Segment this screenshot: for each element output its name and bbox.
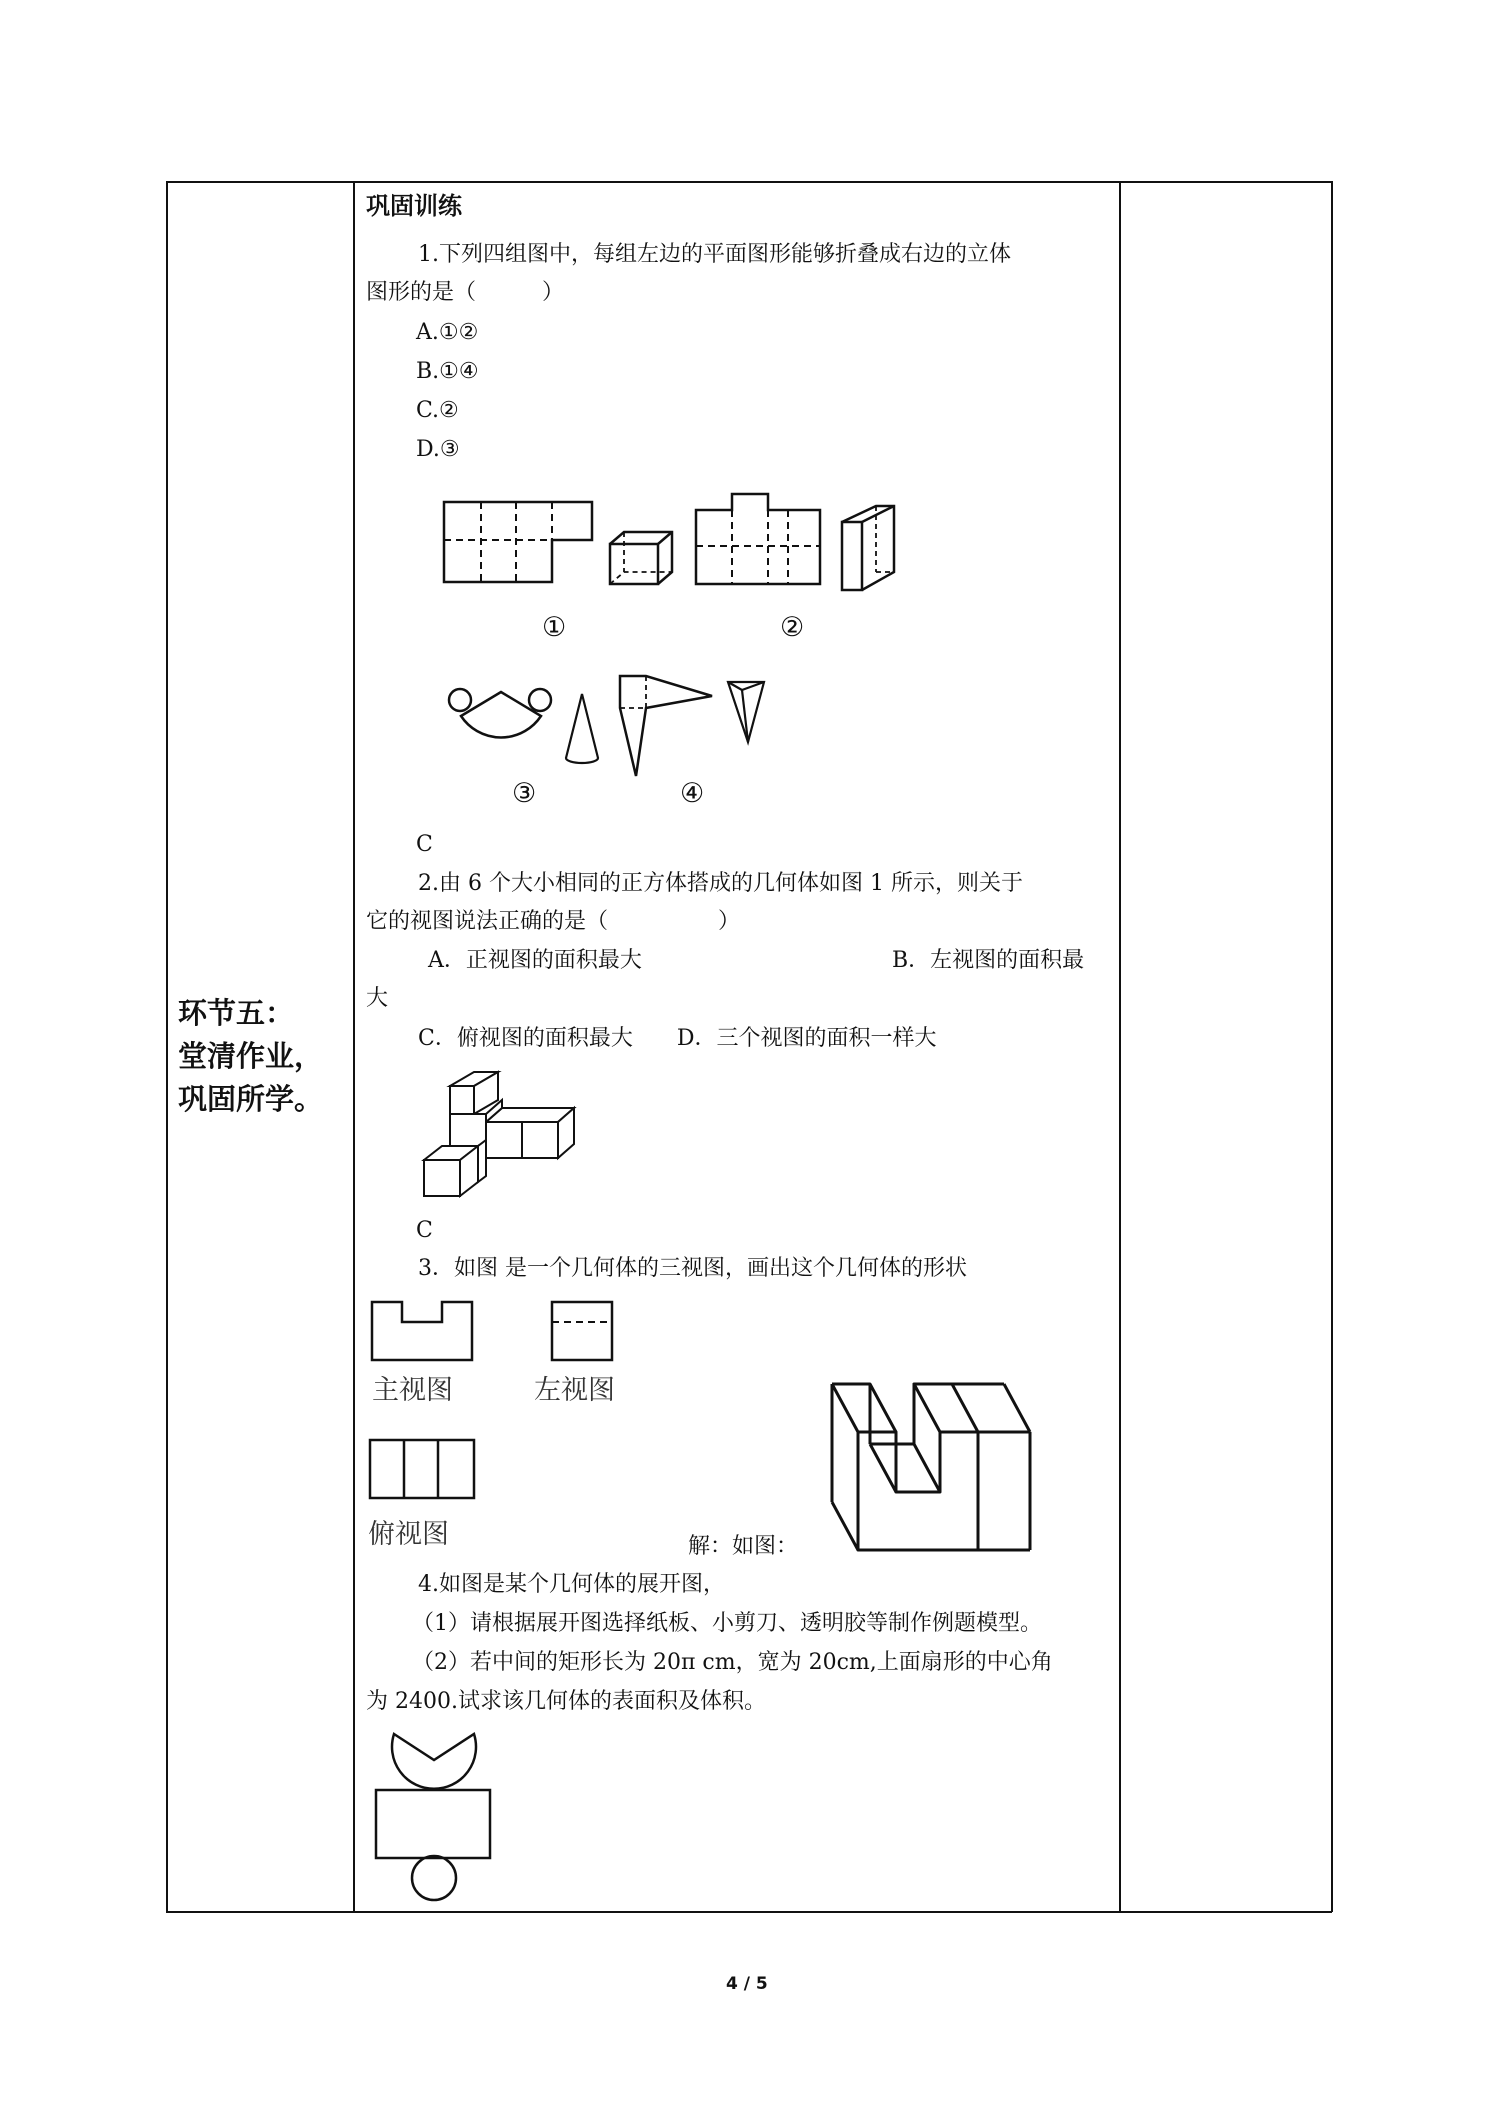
q3-solution: 解：如图：	[688, 1534, 799, 1559]
table-left-border	[166, 181, 168, 1912]
q1-figure-1-net	[440, 498, 600, 588]
q2-answer: C	[416, 1218, 433, 1243]
q2-option-b-wrap: 大	[366, 986, 389, 1011]
q1-figure-label-4: ④	[680, 778, 705, 809]
q2-option-b: B．左视图的面积最	[892, 948, 1085, 973]
table-right-border	[1331, 181, 1333, 1912]
q1-figure-2-prism	[838, 502, 898, 592]
q1-option-c: C.②	[416, 398, 459, 423]
q3-side-view-label: 左视图	[534, 1375, 615, 1406]
table-col-divider-1	[353, 181, 355, 1912]
q1-figure-label-3: ③	[512, 778, 537, 809]
q1-figure-1-cube	[606, 528, 678, 588]
section-label-line-2: 堂清作业，	[178, 1039, 324, 1073]
q1-stem-line2: 图形的是（ ）	[366, 280, 565, 305]
q3-stem: 3．如图 是一个几何体的三视图，画出这个几何体的形状	[418, 1256, 967, 1281]
q1-stem-line1: 1.下列四组图中，每组左边的平面图形能够折叠成右边的立体	[418, 242, 1011, 267]
q3-solid-drawing	[828, 1380, 1040, 1556]
q1-option-b: B.①④	[416, 359, 479, 384]
q4-part2-line1: （2）若中间的矩形长为 20π cm，宽为 20cm,上面扇形的中心角	[412, 1650, 1053, 1675]
section-label	[178, 992, 323, 1121]
q3-side-view	[548, 1298, 618, 1364]
q3-front-view	[368, 1298, 478, 1364]
section-label-line-1: 环节五：	[178, 996, 295, 1030]
q4-part2-line2: 为 2400.试求该几何体的表面积及体积。	[366, 1689, 766, 1714]
section-label-line-3: 巩固所学。	[178, 1082, 324, 1116]
q1-figure-3-cone	[562, 690, 602, 766]
q3-top-view-label: 俯视图	[368, 1519, 449, 1550]
q1-figure-label-1: ①	[542, 612, 567, 643]
q1-option-a: A.①②	[416, 320, 479, 345]
q1-figure-4-tetrahedron	[724, 676, 768, 746]
q1-figure-3-net	[446, 678, 556, 758]
q4-stem: 4.如图是某个几何体的展开图，	[418, 1572, 725, 1597]
q1-figure-label-2: ②	[780, 612, 805, 643]
q2-stem-line2: 它的视图说法正确的是（ ）	[366, 909, 741, 934]
q2-cube-figure	[420, 1068, 582, 1208]
q3-top-view	[366, 1436, 478, 1502]
q2-stem-line1: 2.由 6 个大小相同的正方体搭成的几何体如图 1 所示，则关于	[418, 871, 1023, 896]
q2-options-cd: C．俯视图的面积最大 D．三个视图的面积一样大	[418, 1026, 937, 1051]
q4-net-figure	[372, 1726, 496, 1906]
table-bottom-border	[166, 1911, 1332, 1913]
page-heading: 巩固训练	[366, 192, 462, 220]
q1-answer: C	[416, 832, 433, 857]
q4-part1: （1）请根据展开图选择纸板、小剪刀、透明胶等制作例题模型。	[412, 1611, 1042, 1636]
q2-option-a: A．正视图的面积最大	[428, 948, 642, 973]
table-top-border	[166, 181, 1332, 183]
q1-figure-4-net	[616, 672, 716, 782]
table-col-divider-2	[1119, 181, 1121, 1912]
q1-option-d: D.③	[416, 437, 460, 462]
q3-front-view-label: 主视图	[372, 1375, 453, 1406]
q1-figure-2-net	[692, 490, 828, 590]
page-number: 4 / 5	[726, 1974, 768, 1994]
